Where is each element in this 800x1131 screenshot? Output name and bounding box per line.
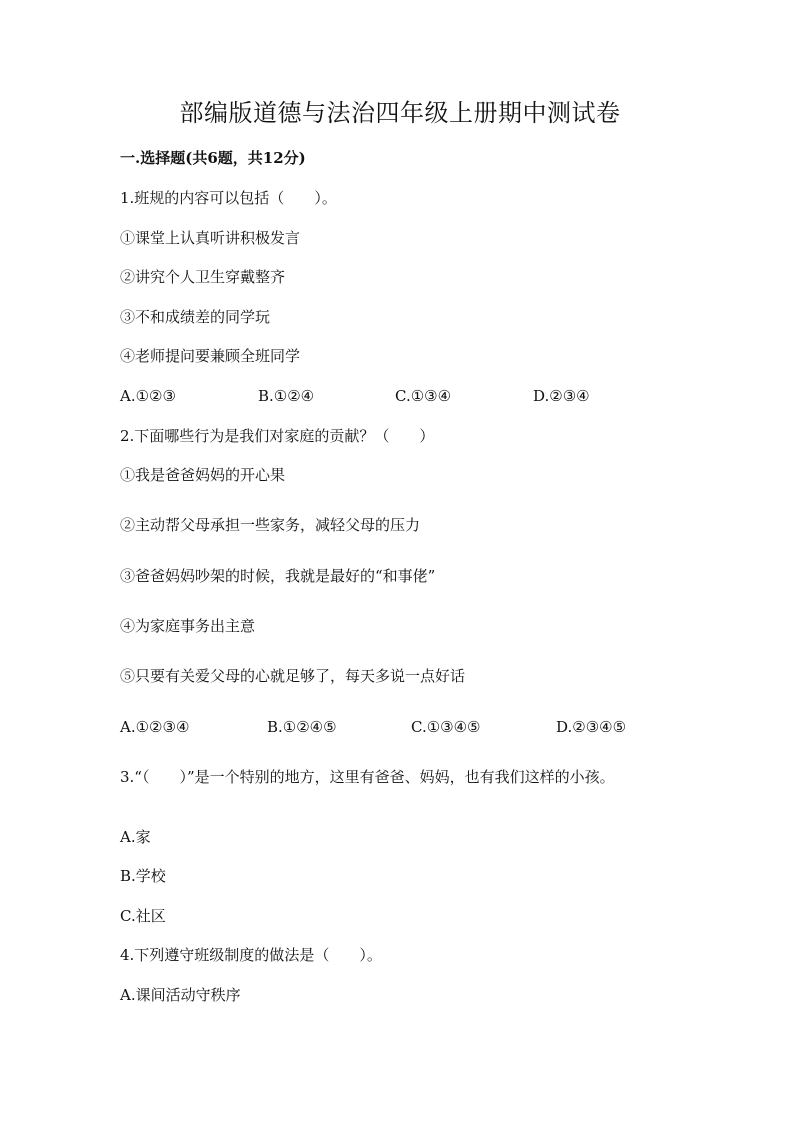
question-1-option-d: D.②③④ xyxy=(533,387,590,405)
question-1-item: ④老师提问要兼顾全班同学 xyxy=(120,347,301,365)
question-2-item: ④为家庭事务出主意 xyxy=(120,617,256,635)
question-3-option-c: C.社区 xyxy=(120,907,166,925)
question-1-option-a: A.①②③ xyxy=(120,387,176,405)
section-heading: 一.选择题(共6题，共12分) xyxy=(120,149,306,167)
question-2-stem: 2.下面哪些行为是我们对家庭的贡献？（ ） xyxy=(120,427,435,445)
question-2-option-a: A.①②③④ xyxy=(120,718,190,736)
question-1-stem: 1.班规的内容可以包括（ ）。 xyxy=(120,189,337,207)
question-4-stem: 4.下列遵守班级制度的做法是（ ）。 xyxy=(120,946,382,964)
question-3-option-a: A.家 xyxy=(120,828,151,846)
page-title: 部编版道德与法治四年级上册期中测试卷 xyxy=(179,99,621,127)
question-3-stem: 3.“（ ）”是一个特别的地方，这里有爸爸、妈妈，也有我们这样的小孩。 xyxy=(120,768,615,786)
question-2-item: ①我是爸爸妈妈的开心果 xyxy=(120,466,286,484)
question-2-item: ⑤只要有关爱父母的心就足够了，每天多说一点好话 xyxy=(120,667,466,685)
question-2-item: ③爸爸妈妈吵架的时候，我就是最好的“和事佬” xyxy=(120,567,436,585)
question-4-option-a: A.课间活动守秩序 xyxy=(120,986,241,1004)
question-3-option-b: B.学校 xyxy=(120,867,166,885)
question-2-option-b: B.①②④⑤ xyxy=(267,718,337,736)
question-1-item: ①课堂上认真听讲积极发言 xyxy=(120,229,301,247)
question-1-option-c: C.①③④ xyxy=(395,387,452,405)
question-2-option-d: D.②③④⑤ xyxy=(556,718,627,736)
question-1-item: ②讲究个人卫生穿戴整齐 xyxy=(120,268,286,286)
question-2-item: ②主动帮父母承担一些家务，减轻父母的压力 xyxy=(120,516,421,534)
question-2-option-c: C.①③④⑤ xyxy=(411,718,481,736)
question-1-item: ③不和成绩差的同学玩 xyxy=(120,308,271,326)
question-1-option-b: B.①②④ xyxy=(258,387,315,405)
